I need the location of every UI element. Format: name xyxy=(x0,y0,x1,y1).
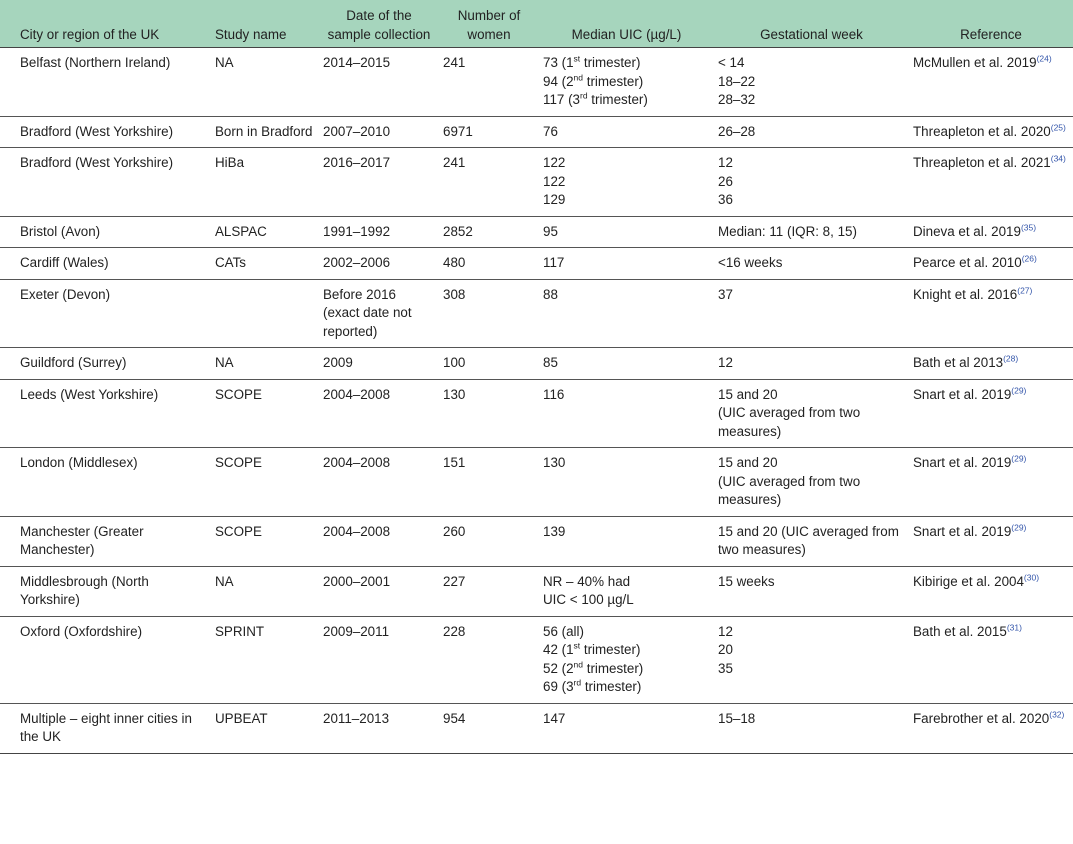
study-name-text: SCOPE xyxy=(215,523,262,539)
women-count-text: 241 xyxy=(443,155,466,170)
city-cell xyxy=(0,348,211,380)
study-name-text: NA xyxy=(215,573,234,589)
women-count-text: 260 xyxy=(443,523,466,539)
gestational-week-text: 15 weeks xyxy=(718,573,775,589)
city-text: Belfast (Northern Ireland) xyxy=(20,55,171,70)
uic-line xyxy=(543,191,710,210)
uic-value: UIC < 100 µg/L xyxy=(543,592,634,607)
gestational-week-cell xyxy=(714,48,909,117)
header-reference: Reference xyxy=(909,0,1073,48)
women-count-cell xyxy=(439,703,539,753)
header-uic: Median UIC (µg/L) xyxy=(539,0,714,48)
gestational-week-text: 20 xyxy=(718,642,733,657)
reference-number: (29) xyxy=(1011,453,1027,464)
date-text: 2016–2017 xyxy=(323,155,391,170)
date-cell xyxy=(319,116,439,148)
uic-trimester: trimester) xyxy=(583,73,644,89)
city-text: Leeds (West Yorkshire) xyxy=(20,386,159,402)
reference-cell xyxy=(909,448,1073,517)
uic-value: 52 (2 xyxy=(543,660,574,676)
city-text: Multiple – eight inner cities in the UK xyxy=(20,710,192,744)
gestational-week-text: 26 xyxy=(718,173,733,189)
uic-ordinal-suffix: nd xyxy=(573,72,583,83)
reference-text: Threapleton et al. 2021 xyxy=(913,155,1051,170)
table-row xyxy=(0,148,1073,217)
gestational-week-text: (UIC averaged from two measures) xyxy=(718,473,861,507)
reference-cell xyxy=(909,48,1073,117)
reference-citation xyxy=(913,286,1069,305)
city-cell xyxy=(0,116,211,148)
gestational-week-cell xyxy=(714,248,909,280)
table-row xyxy=(0,566,1073,616)
table-row xyxy=(0,616,1073,703)
median-uic-cell xyxy=(539,616,714,703)
date-text: 2009–2011 xyxy=(323,623,390,639)
table-row xyxy=(0,216,1073,248)
reference-citation xyxy=(913,254,1069,273)
date-text: 2011–2013 xyxy=(323,710,390,726)
median-uic-cell xyxy=(539,248,714,280)
gestational-week-text: 15 and 20 xyxy=(718,386,778,402)
city-cell xyxy=(0,703,211,753)
median-uic-cell xyxy=(539,116,714,148)
gestational-week-text: 18–22 xyxy=(718,73,756,89)
uic-line xyxy=(543,641,710,660)
gestational-week-text: 12 xyxy=(718,355,733,370)
women-count-text: 308 xyxy=(443,286,466,302)
table-row xyxy=(0,516,1073,566)
study-name-text: NA xyxy=(215,55,234,70)
women-count-cell xyxy=(439,248,539,280)
date-cell xyxy=(319,516,439,566)
gestational-week-text: 26–28 xyxy=(718,123,756,139)
uic-value: 56 (all) xyxy=(543,623,584,639)
median-uic-cell xyxy=(539,448,714,517)
gestational-week-cell xyxy=(714,516,909,566)
date-text: 2002–2006 xyxy=(323,255,391,270)
city-cell xyxy=(0,448,211,517)
study-name-text: HiBa xyxy=(215,155,245,170)
uic-value: NR – 40% had xyxy=(543,573,631,589)
date-cell xyxy=(319,216,439,248)
gestational-week-text: 15–18 xyxy=(718,710,756,726)
uic-value: 88 xyxy=(543,286,558,302)
uic-trimester: trimester) xyxy=(581,679,642,694)
uic-value: 130 xyxy=(543,455,566,470)
date-cell xyxy=(319,348,439,380)
uic-value: 95 xyxy=(543,223,558,239)
study-name-cell xyxy=(211,116,319,148)
study-name-cell xyxy=(211,703,319,753)
study-name-text: Born in Bradford xyxy=(215,123,313,139)
gestational-week-cell xyxy=(714,279,909,348)
uic-line xyxy=(543,354,710,373)
uic-value: 139 xyxy=(543,523,566,539)
uic-ordinal-suffix: st xyxy=(573,53,581,64)
reference-number: (29) xyxy=(1011,522,1027,533)
gestational-week-cell xyxy=(714,379,909,448)
uic-trimester: trimester) xyxy=(583,660,644,676)
women-count-cell xyxy=(439,348,539,380)
uic-line xyxy=(543,573,710,592)
uic-ordinal-suffix: rd xyxy=(579,90,588,101)
study-name-cell xyxy=(211,48,319,117)
city-text: Bradford (West Yorkshire) xyxy=(20,123,174,139)
uic-trimester: trimester) xyxy=(580,55,641,70)
reference-text: Bath et al 2013 xyxy=(913,355,1004,370)
table-row xyxy=(0,379,1073,448)
reference-number: (31) xyxy=(1006,622,1022,633)
reference-cell xyxy=(909,516,1073,566)
reference-cell xyxy=(909,216,1073,248)
uic-line xyxy=(543,91,710,110)
gestational-week-text: 28–32 xyxy=(718,92,756,107)
city-cell xyxy=(0,279,211,348)
women-count-cell xyxy=(439,616,539,703)
women-count-cell xyxy=(439,279,539,348)
reference-text: Pearce et al. 2010 xyxy=(913,255,1022,270)
uic-line xyxy=(543,254,710,273)
study-name-cell xyxy=(211,516,319,566)
reference-text: Threapleton et al. 2020 xyxy=(913,123,1051,139)
uic-value: 122 xyxy=(543,155,566,170)
median-uic-cell xyxy=(539,566,714,616)
reference-text: Snart et al. 2019 xyxy=(913,386,1012,402)
header-city: City or region of the UK xyxy=(0,0,211,48)
reference-cell xyxy=(909,616,1073,703)
study-name-text: UPBEAT xyxy=(215,710,268,726)
study-name-text: SCOPE xyxy=(215,455,262,470)
women-count-cell xyxy=(439,566,539,616)
uic-line xyxy=(543,710,710,729)
date-text: Before 2016 (exact date not reported) xyxy=(323,286,412,339)
uic-trimester: trimester) xyxy=(587,92,648,107)
gestational-week-cell xyxy=(714,566,909,616)
reference-citation xyxy=(913,710,1069,729)
city-text: Exeter (Devon) xyxy=(20,286,111,302)
reference-citation xyxy=(913,623,1069,642)
reference-number: (24) xyxy=(1036,53,1052,64)
study-name-cell xyxy=(211,566,319,616)
reference-number: (27) xyxy=(1017,285,1033,296)
date-text: 2004–2008 xyxy=(323,386,391,402)
uic-line xyxy=(543,454,710,473)
reference-citation xyxy=(913,354,1069,373)
city-text: Bristol (Avon) xyxy=(20,223,101,239)
gestational-week-text: 37 xyxy=(718,286,733,302)
city-text: Middlesbrough (North Yorkshire) xyxy=(20,573,149,607)
reference-cell xyxy=(909,348,1073,380)
uic-line xyxy=(543,523,710,542)
header-women: Number of women xyxy=(439,0,539,48)
city-text: Guildford (Surrey) xyxy=(20,355,127,370)
gestational-week-text: 15 and 20 (UIC averaged from two measures) xyxy=(718,523,899,557)
gestational-week-text: (UIC averaged from two measures) xyxy=(718,405,861,439)
date-text: 2004–2008 xyxy=(323,455,391,470)
women-count-text: 241 xyxy=(443,55,466,70)
study-name-cell xyxy=(211,616,319,703)
date-text: 2007–2010 xyxy=(323,123,391,139)
women-count-text: 2852 xyxy=(443,223,473,239)
date-cell xyxy=(319,248,439,280)
city-text: Bradford (West Yorkshire) xyxy=(20,155,174,170)
uic-value: 42 (1 xyxy=(543,642,574,657)
uic-trimester: trimester) xyxy=(580,642,641,657)
reference-citation xyxy=(913,454,1069,473)
uic-value: 85 xyxy=(543,355,558,370)
uic-value: 116 xyxy=(543,386,565,402)
uic-value: 129 xyxy=(543,192,566,207)
women-count-cell xyxy=(439,116,539,148)
reference-number: (25) xyxy=(1050,122,1066,133)
city-cell xyxy=(0,148,211,217)
uic-line xyxy=(543,286,710,305)
uic-line xyxy=(543,660,710,679)
women-count-text: 6971 xyxy=(443,123,473,139)
median-uic-cell xyxy=(539,379,714,448)
uic-line xyxy=(543,623,710,642)
uic-ordinal-suffix: nd xyxy=(573,659,583,670)
women-count-cell xyxy=(439,216,539,248)
study-name-cell xyxy=(211,216,319,248)
table-row xyxy=(0,116,1073,148)
table-row xyxy=(0,48,1073,117)
reference-number: (34) xyxy=(1050,153,1066,164)
uic-line xyxy=(543,54,710,73)
reference-cell xyxy=(909,248,1073,280)
women-count-cell xyxy=(439,48,539,117)
reference-cell xyxy=(909,116,1073,148)
date-cell xyxy=(319,703,439,753)
date-cell xyxy=(319,148,439,217)
study-name-cell xyxy=(211,148,319,217)
study-name-text: SPRINT xyxy=(215,623,265,639)
reference-cell xyxy=(909,566,1073,616)
city-text: London (Middlesex) xyxy=(20,455,138,470)
header-gestational-week: Gestational week xyxy=(714,0,909,48)
median-uic-cell xyxy=(539,216,714,248)
women-count-text: 954 xyxy=(443,710,466,726)
city-cell xyxy=(0,616,211,703)
study-name-cell xyxy=(211,379,319,448)
date-text: 2014–2015 xyxy=(323,55,391,70)
reference-number: (29) xyxy=(1011,385,1027,396)
reference-cell xyxy=(909,379,1073,448)
reference-number: (26) xyxy=(1021,253,1037,264)
header-date: Date of the sample collection xyxy=(319,0,439,48)
table-row xyxy=(0,348,1073,380)
city-cell xyxy=(0,48,211,117)
women-count-text: 151 xyxy=(443,455,466,470)
women-count-text: 228 xyxy=(443,623,466,639)
reference-number: (28) xyxy=(1003,353,1019,364)
gestational-week-text: 12 xyxy=(718,623,733,639)
gestational-week-cell xyxy=(714,616,909,703)
uic-line xyxy=(543,154,710,173)
uic-value: 69 (3 xyxy=(543,679,574,694)
median-uic-cell xyxy=(539,348,714,380)
study-name-cell xyxy=(211,348,319,380)
date-text: 2009 xyxy=(323,355,353,370)
uic-line xyxy=(543,223,710,242)
reference-text: Bath et al. 2015 xyxy=(913,623,1007,639)
uic-ordinal-suffix: rd xyxy=(573,677,582,688)
median-uic-cell xyxy=(539,48,714,117)
reference-citation xyxy=(913,386,1069,405)
uic-value: 117 xyxy=(543,255,565,270)
date-cell xyxy=(319,448,439,517)
gestational-week-cell xyxy=(714,448,909,517)
reference-text: Knight et al. 2016 xyxy=(913,286,1018,302)
gestational-week-text: <16 weeks xyxy=(718,255,783,270)
women-count-text: 227 xyxy=(443,573,466,589)
gestational-week-text: Median: 11 (IQR: 8, 15) xyxy=(718,223,857,239)
city-cell xyxy=(0,566,211,616)
reference-text: Snart et al. 2019 xyxy=(913,455,1012,470)
table-row xyxy=(0,703,1073,753)
median-uic-cell xyxy=(539,516,714,566)
gestational-week-cell xyxy=(714,148,909,217)
reference-cell xyxy=(909,148,1073,217)
women-count-text: 130 xyxy=(443,386,466,402)
reference-citation xyxy=(913,523,1069,542)
reference-text: Kibirige et al. 2004 xyxy=(913,573,1024,589)
reference-cell xyxy=(909,703,1073,753)
study-name-text: ALSPAC xyxy=(215,223,267,239)
date-text: 1991–1992 xyxy=(323,223,391,239)
uic-value: 76 xyxy=(543,123,558,139)
city-text: Manchester (Greater Manchester) xyxy=(20,523,144,557)
table-row xyxy=(0,279,1073,348)
gestational-week-text: < 14 xyxy=(718,55,745,70)
women-count-text: 100 xyxy=(443,355,466,370)
city-cell xyxy=(0,216,211,248)
study-name-cell xyxy=(211,279,319,348)
uic-line xyxy=(543,123,710,142)
uic-line xyxy=(543,678,710,697)
table-row xyxy=(0,448,1073,517)
reference-text: Dineva et al. 2019 xyxy=(913,223,1021,239)
median-uic-cell xyxy=(539,148,714,217)
women-count-cell xyxy=(439,516,539,566)
uic-line xyxy=(543,591,710,610)
uic-line xyxy=(543,73,710,92)
reference-cell xyxy=(909,279,1073,348)
study-name-cell xyxy=(211,248,319,280)
date-cell xyxy=(319,616,439,703)
reference-citation xyxy=(913,223,1069,242)
gestational-week-cell xyxy=(714,216,909,248)
uic-value: 117 (3 xyxy=(543,92,580,107)
date-cell xyxy=(319,379,439,448)
reference-citation xyxy=(913,573,1069,592)
study-name-text: NA xyxy=(215,355,234,370)
women-count-cell xyxy=(439,448,539,517)
gestational-week-text: 12 xyxy=(718,155,733,170)
city-cell xyxy=(0,516,211,566)
uic-line xyxy=(543,386,710,405)
table-header-row xyxy=(0,0,1073,48)
date-cell xyxy=(319,279,439,348)
median-uic-cell xyxy=(539,279,714,348)
reference-text: Snart et al. 2019 xyxy=(913,523,1012,539)
study-name-cell xyxy=(211,448,319,517)
date-cell xyxy=(319,48,439,117)
header-study: Study name xyxy=(211,0,319,48)
table-row xyxy=(0,248,1073,280)
city-text: Oxford (Oxfordshire) xyxy=(20,623,143,639)
uic-value: 73 (1 xyxy=(543,55,574,70)
women-count-text: 480 xyxy=(443,255,466,270)
date-text: 2004–2008 xyxy=(323,523,391,539)
date-text: 2000–2001 xyxy=(323,573,391,589)
city-cell xyxy=(0,248,211,280)
city-text: Cardiff (Wales) xyxy=(20,255,109,270)
gestational-week-cell xyxy=(714,348,909,380)
gestational-week-text: 35 xyxy=(718,660,733,676)
uic-value: 122 xyxy=(543,173,566,189)
uic-ordinal-suffix: st xyxy=(573,640,581,651)
gestational-week-cell xyxy=(714,703,909,753)
gestational-week-cell xyxy=(714,116,909,148)
gestational-week-text: 36 xyxy=(718,192,733,207)
reference-number: (30) xyxy=(1023,572,1040,583)
women-count-cell xyxy=(439,148,539,217)
reference-text: McMullen et al. 2019 xyxy=(913,55,1037,70)
uic-line xyxy=(543,173,710,192)
study-name-text: SCOPE xyxy=(215,386,262,402)
date-cell xyxy=(319,566,439,616)
reference-citation xyxy=(913,123,1069,142)
reference-citation xyxy=(913,54,1069,73)
women-count-cell xyxy=(439,379,539,448)
gestational-week-text: 15 and 20 xyxy=(718,455,778,470)
reference-number: (32) xyxy=(1049,709,1065,720)
reference-number: (35) xyxy=(1020,222,1037,233)
reference-text: Farebrother et al. 2020 xyxy=(913,710,1050,726)
uic-value: 94 (2 xyxy=(543,73,574,89)
reference-citation xyxy=(913,154,1069,173)
median-uic-cell xyxy=(539,703,714,753)
study-name-text: CATs xyxy=(215,255,246,270)
uic-value: 147 xyxy=(543,710,566,726)
city-cell xyxy=(0,379,211,448)
